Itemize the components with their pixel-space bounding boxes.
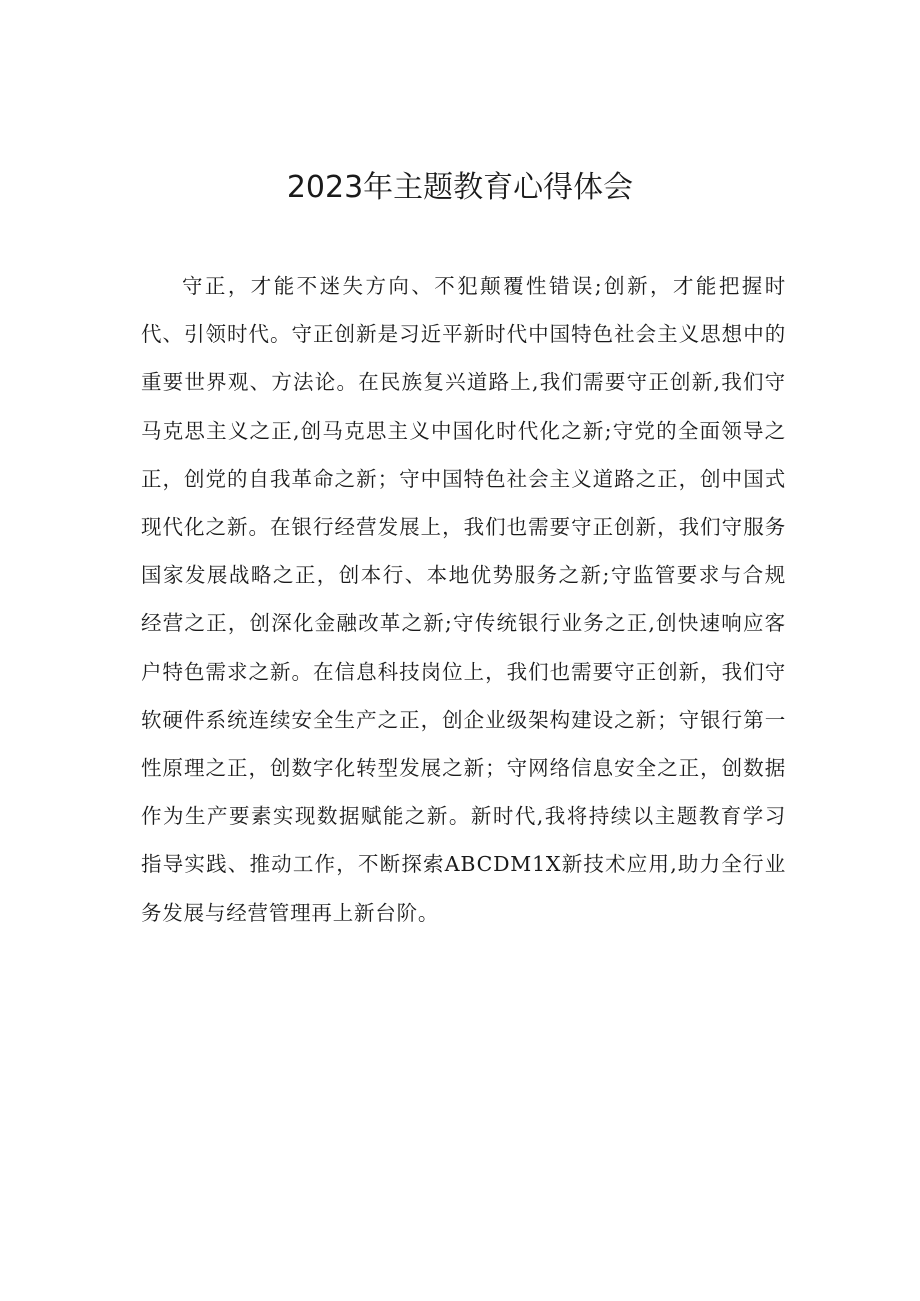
body-paragraph: 守正，才能不迷失方向、不犯颠覆性错误;创新，才能把握时代、引领时代。守正创新是习近平新时代中国特色社会主义思想中的重要世界观、方法论。在民族复兴道路上,我们需要守正创新,我们守马克思主义之正,创马克思主义中国化时代化之新;守党的全面领导之正，创党的自我革命之新；守中国特色社会主义道路之正，创中国式现代化之新。在银行经营发展上，我们也需要守正创新，我们守服务国家发展战略之正，创本行、本地优势服务之新;守监管要求与合规经营之正，创深化金融改革之新;守传统银行业务之正,创快速响应客户特色需求之新。在信息科技岗位上，我们也需要守正创新，我们守软硬件系统连续安全生产之正，创企业级架构建设之新；守银行第一性原理之正，创数字化转型发展之新；守网络信息安全之正，创数据作为生产要素实现数据赋能之新。新时代,我将持续以主题教育学习指导实践、推动工作，不断探索ABCDM1X新技术应用,助力全行业务发展与经营管理再上新台阶。	[141, 274, 786, 925]
document-title: 2023年主题教育心得体会	[286, 170, 634, 205]
